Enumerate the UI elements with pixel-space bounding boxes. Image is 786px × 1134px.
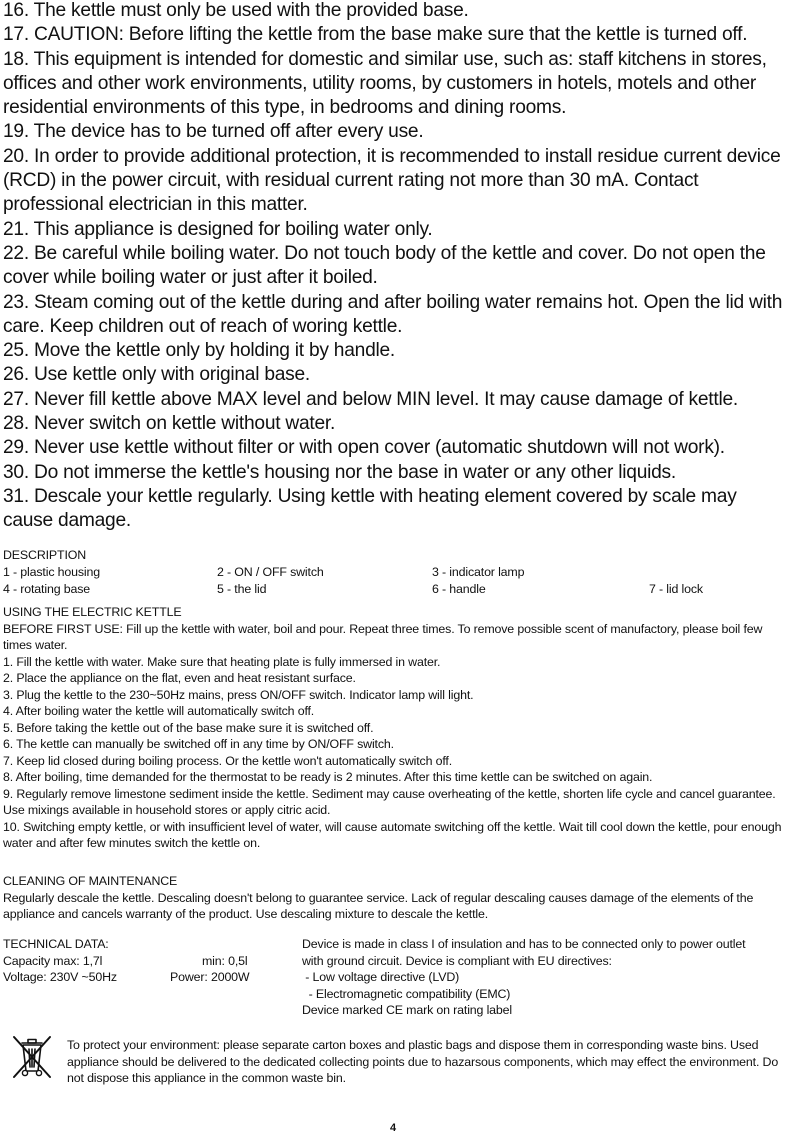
description-row-1 [3, 564, 785, 581]
safety-item-18: 18. This equipment is intended for domestic and similar use, such as: staff kitchens in stores, offices and other work environments, utility rooms, by customers in hotels, motels and other residential environments of this type, in bedrooms and dining rooms. [3, 48, 767, 119]
description-row-2 [3, 581, 785, 598]
safety-item-19: 19. The device has to be turned off after every use. [3, 121, 424, 143]
usage-step-4: 4. After boiling water the kettle will automatically switch off. [3, 704, 315, 718]
part-3: 3 - indicator lamp [432, 565, 525, 579]
environment-notice [67, 1037, 783, 1087]
safety-item-31: 31. Descale your kettle regularly. Using kettle with heating element covered by scale may cause damage. [3, 485, 737, 532]
page-number: 4 [389, 1122, 397, 1134]
compliance-line-1: Device is made in class I of insulation and has to be connected only to power outlet [302, 937, 746, 951]
safety-item-26: 26. Use kettle only with original base. [3, 364, 311, 386]
part-2: 2 - ON / OFF switch [217, 565, 324, 579]
part-5: 5 - the lid [217, 582, 267, 596]
environment-text: To protect your environment: please separate carton boxes and plastic bags and dispose them in corresponding waste bins. Used appliance should be delivered to the dedicated collecting points due to hazarsous components, which may effect the environment. Do not dispose this appliance in the common waste bin. [67, 1038, 779, 1085]
cleaning-text: Regularly descale the kettle. Descaling doesn't belong to guarantee service. Lack of regular descaling causes damage of the elements of the appliance and cancels warranty of the product. Use descaling mixture to descale the kettle. [3, 890, 754, 921]
usage-step-9: 9. Regularly remove limestone sediment inside the kettle. Sediment may cause overheating of the kettle, shorten life cycle and cancel guarantee. Use mixings available in household stores or apply citric acid. [3, 786, 776, 817]
usage-section [3, 604, 785, 852]
cleaning-heading: CLEANING OF MAINTENANCE [3, 874, 178, 888]
part-6: 6 - handle [432, 582, 486, 596]
safety-item-23: 23. Steam coming out of the kettle during and after boiling water remains hot. Open the lid with care. Keep children out of reach of woring kettle. [3, 291, 783, 337]
usage-step-8: 8. After boiling, time demanded for the thermostat to be ready is 2 minutes. After this time kettle can be switched on again. [3, 770, 653, 784]
usage-step-2: 2. Place the appliance on the flat, even and heat resistant surface. [3, 671, 356, 685]
usage-step-5: 5. Before taking the kettle out of the base make sure it is switched off. [3, 720, 374, 735]
compliance-info [302, 936, 786, 1019]
safety-item-21: 21. This appliance is designed for boiling water only. [3, 218, 433, 240]
safety-item-25: 25. Move the kettle only by holding it by handle. [3, 340, 396, 362]
usage-step-1: 1. Fill the kettle with water. Make sure that heating plate is fully immersed in water. [3, 654, 441, 669]
voltage: Voltage: 230V ~50Hz [3, 970, 117, 984]
compliance-line-3: - Low voltage directive (LVD) [302, 970, 460, 984]
description-heading: DESCRIPTION [3, 548, 87, 562]
crossed-bin-icon [10, 1033, 54, 1081]
technical-heading: TECHNICAL DATA: [3, 937, 109, 951]
part-7: 7 - lid lock [649, 582, 703, 596]
capacity-max: Capacity max: 1,7l [3, 953, 103, 968]
safety-item-28: 28. Never switch on kettle without water. [3, 413, 336, 435]
safety-item-27: 27. Never fill kettle above MAX level and below MIN level. It may cause damage of kettle. [3, 388, 738, 410]
usage-heading: USING THE ELECTRIC KETTLE [3, 605, 182, 619]
safety-item-16: 16. The kettle must only be used with the provided base. [3, 0, 469, 21]
technical-data [3, 936, 283, 986]
cleaning-section [3, 873, 785, 923]
usage-step-10: 10. Switching empty kettle, or with insufficient level of water, will cause automate switching off the kettle. Wait till cool down the kettle, pour enough water and after few minutes switch the kettle on. [3, 819, 782, 850]
safety-item-20: 20. In order to provide additional protection, it is recommended to install residue current device (RCD) in the power circuit, with residual current rating not more than 30 mA. Contact professional electrician in this matter. [3, 145, 781, 216]
part-4: 4 - rotating base [3, 582, 90, 596]
compliance-line-5: Device marked CE mark on rating label [302, 1003, 512, 1017]
part-1: 1 - plastic housing [3, 565, 101, 579]
compliance-line-4: - Electromagnetic compatibility (EMC) [302, 986, 511, 1001]
safety-item-22: 22. Be careful while boiling water. Do not touch body of the kettle and cover. Do not open the cover while boiling water or just after it boiled. [3, 242, 766, 289]
capacity-min: min: 0,5l [202, 953, 248, 968]
safety-instructions [3, 0, 786, 534]
usage-step-3: 3. Plug the kettle to the 230~50Hz mains, press ON/OFF switch. Indicator lamp will light. [3, 687, 474, 702]
safety-item-30: 30. Do not immerse the kettle's housing nor the base in water or any other liquids. [3, 461, 676, 483]
safety-item-29: 29. Never use kettle without filter or with open cover (automatic shutdown will not work). [3, 437, 725, 459]
safety-item-17: 17. CAUTION: Before lifting the kettle from the base make sure that the kettle is turned off. [3, 24, 748, 46]
power: Power: 2000W [170, 970, 250, 984]
before-first-use: BEFORE FIRST USE: Fill up the kettle with water, boil and pour. Repeat three times. To remove possible scent of manufactory, please boil few times water. [3, 621, 763, 652]
usage-step-7: 7. Keep lid closed during boiling process. Or the kettle won't automatically switch off. [3, 753, 453, 768]
usage-step-6: 6. The kettle can manually be switched off in any time by ON/OFF switch. [3, 737, 394, 751]
compliance-line-2: with ground circuit. Device is compliant with EU directives: [302, 953, 612, 968]
